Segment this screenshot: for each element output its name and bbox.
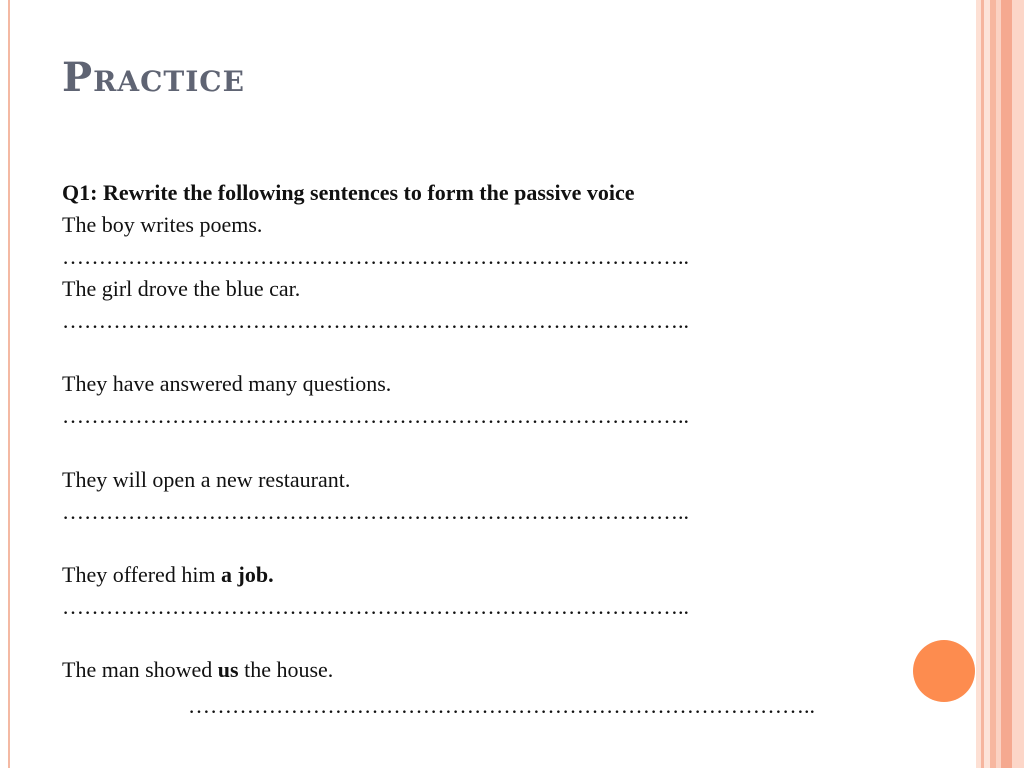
sentence-5 — [62, 560, 274, 590]
sentence-text: The man showed — [62, 657, 218, 682]
sentence-text: The boy writes poems. — [62, 212, 263, 237]
sentence-text: The girl drove the blue car. — [62, 276, 301, 301]
answer-line-2: ………………………………………………………………………….. — [62, 308, 689, 333]
sentence-1 — [62, 210, 262, 240]
right-stripe-decoration — [1012, 0, 1024, 768]
right-stripe-decoration — [1001, 0, 1012, 768]
answer-line-3: ………………………………………………………………………….. — [62, 403, 689, 428]
answer-line-4: ………………………………………………………………………….. — [62, 499, 689, 524]
question-heading: Q1: Rewrite the following sentences to form the passive voice — [62, 180, 635, 205]
answer-line-1: ………………………………………………………………………….. — [62, 244, 689, 269]
sentence-text: They will open a new restaurant. — [62, 467, 351, 492]
sentence-3 — [62, 369, 391, 399]
sentence-4 — [62, 465, 350, 495]
sentence-bold-text: a job. — [221, 562, 274, 587]
sentence-text: They have answered many questions. — [62, 371, 392, 396]
slide-title: Practice — [62, 54, 245, 101]
left-border-decoration — [8, 0, 10, 768]
sentence-text: They offered him — [62, 562, 222, 587]
sentence-6 — [62, 655, 333, 685]
orange-circle-decoration — [913, 640, 975, 702]
sentence-bold-text: us — [217, 657, 239, 682]
answer-line-5: ………………………………………………………………………….. — [62, 594, 689, 619]
sentence-2 — [62, 274, 300, 304]
sentence-text: the house. — [238, 657, 334, 682]
answer-line-6: ………………………………………………………………………….. — [188, 693, 815, 718]
